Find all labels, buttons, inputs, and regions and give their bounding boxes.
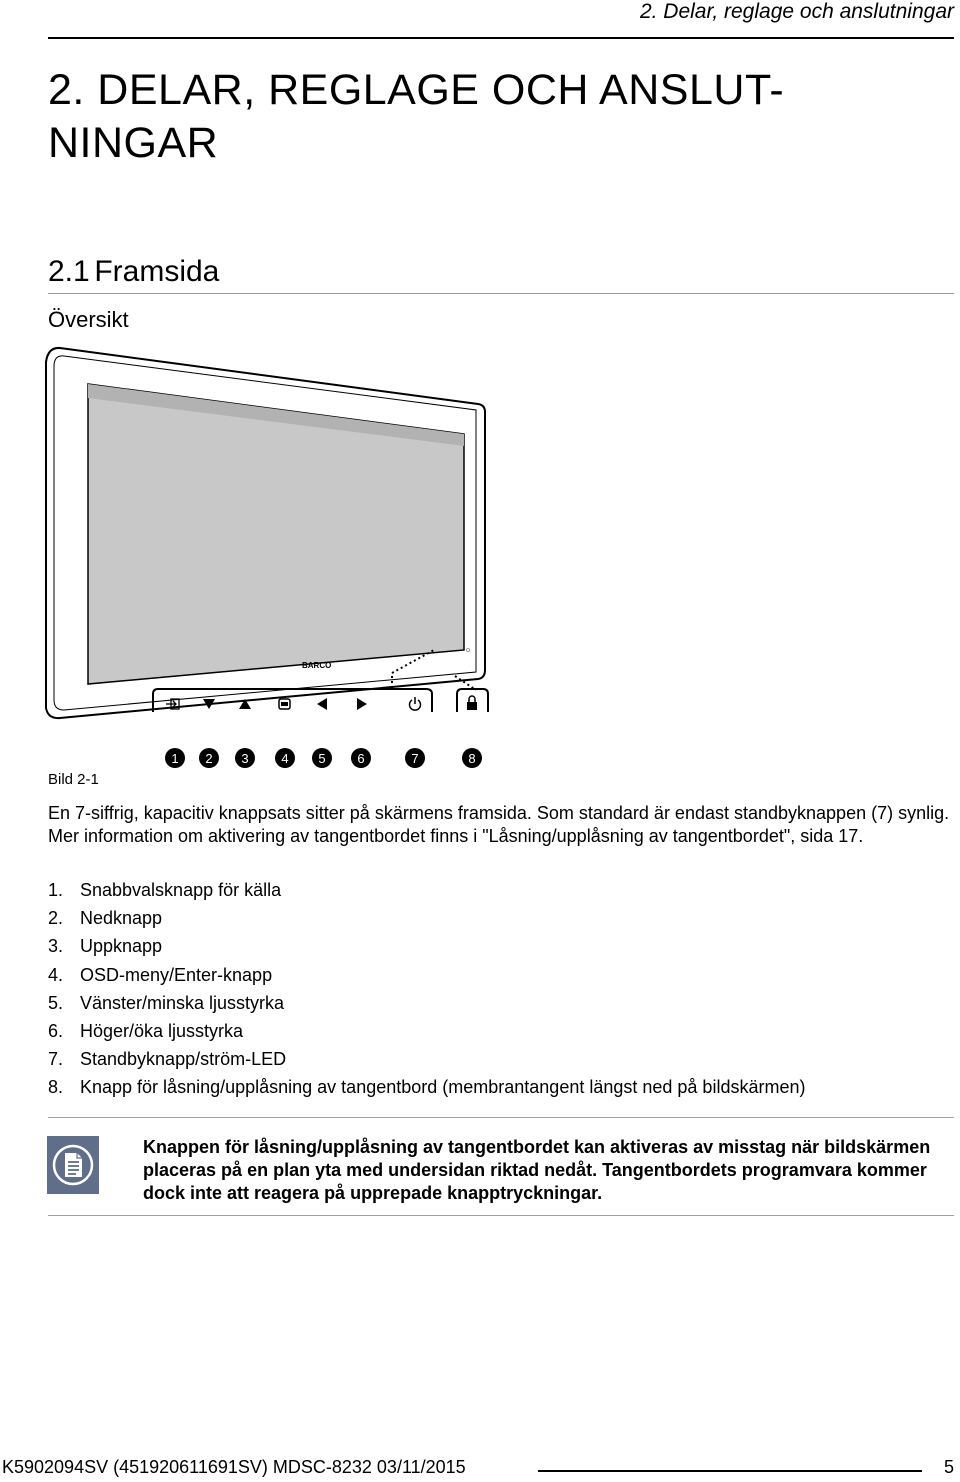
note-text: Knappen för låsning/upplåsning av tangentbordet kan aktiveras av misstag när bildskärmen placeras på en plan yta med undersidan riktad nedåt. Tangentbordets programvara kommer dock inte att reagera på upprepade knapptryckningar. (143, 1137, 931, 1203)
list-item-number: 6. (48, 1021, 64, 1042)
section-title-text: Framsida (94, 255, 220, 288)
intro-paragraph: En 7-siffrig, kapacitiv knappsats sitter på skärmens framsida. Som standard är endast standbyknappen (7) synlig. Mer information om aktivering av tangentbordet finns i "Låsning/upplåsning av tangentbordet", sida 17. (48, 803, 950, 846)
figure-caption: Bild 2-1 (48, 771, 99, 788)
list-item-text: Nedknapp (80, 908, 163, 929)
footer-rule (538, 1470, 922, 1472)
callout-6-label: 6 (357, 751, 365, 766)
note-rule-top (48, 1117, 954, 1118)
chapter-title-line-1: 2. DELAR, REGLAGE OCH ANSLUT- (48, 66, 785, 114)
list-item (48, 961, 958, 989)
list-item-text: Höger/öka ljusstyrka (80, 1021, 244, 1042)
list-item (48, 876, 958, 904)
list-item-text: Vänster/minska ljusstyrka (80, 992, 285, 1013)
callout-5 (312, 748, 332, 768)
list-item-text: Uppknapp (80, 936, 163, 957)
header-rule (48, 37, 954, 39)
callout-7-label: 7 (411, 751, 419, 766)
list-item-text: OSD-meny/Enter-knapp (80, 964, 273, 985)
callout-2 (199, 748, 219, 768)
list-item (48, 904, 958, 932)
list-item-text: Standbyknapp/ström-LED (80, 1049, 287, 1070)
note-rule-bottom (48, 1215, 954, 1216)
callout-4-label: 4 (281, 751, 289, 766)
list-item (48, 1045, 958, 1073)
callout-1 (165, 748, 185, 768)
footer-doc-id: K5902094SV (451920611691SV) MDSC-8232 03/11/2015 (2, 1457, 466, 1477)
arrow-right-icon (357, 698, 367, 710)
list-item-number: 4. (48, 964, 64, 985)
section-number: 2.1 (48, 255, 90, 288)
callout-3 (235, 748, 255, 768)
running-header: 2. Delar, reglage och anslutningar (639, 0, 954, 23)
list-item-text: Snabbvalsknapp för källa (80, 880, 282, 900)
parts-list (48, 876, 958, 1102)
list-item-number: 7. (48, 1049, 64, 1070)
callout-3-label: 3 (241, 751, 249, 766)
note-icon-glyph (51, 1143, 95, 1187)
list-item (48, 932, 958, 960)
note-icon (47, 1136, 99, 1194)
list-item-number: 3. (48, 936, 64, 957)
callout-7 (405, 748, 425, 768)
callout-1-label: 1 (171, 751, 179, 766)
callout-8-label: 8 (468, 751, 476, 766)
section-rule (48, 293, 954, 294)
list-item (48, 989, 958, 1017)
callout-4 (275, 748, 295, 768)
list-item (48, 1017, 958, 1045)
footer-page-number: 5 (943, 1457, 954, 1477)
list-item-number: 2. (48, 908, 64, 929)
lock-icon (467, 696, 477, 710)
power-icon (410, 697, 421, 710)
chapter-title (48, 64, 928, 170)
list-item (48, 1073, 958, 1101)
brand-logo: BARCO (302, 661, 332, 670)
list-item-number: 8. (48, 1077, 64, 1098)
subheading: Översikt (48, 307, 129, 332)
arrow-left-icon (317, 698, 327, 710)
section-title (48, 253, 219, 291)
callout-8 (462, 748, 482, 768)
list-item-text: Knapp för låsning/upplåsning av tangentbord (membrantangent längst ned på bildskärmen) (80, 1077, 806, 1098)
list-item-number: 1. (48, 880, 64, 900)
menu-enter-icon (279, 699, 290, 709)
list-item-number: 5. (48, 992, 64, 1013)
chapter-title-line-2: NINGAR (48, 119, 219, 167)
callout-6 (351, 748, 371, 768)
callout-2-label: 2 (205, 751, 213, 766)
monitor-illustration (30, 338, 500, 778)
callout-5-label: 5 (318, 751, 326, 766)
